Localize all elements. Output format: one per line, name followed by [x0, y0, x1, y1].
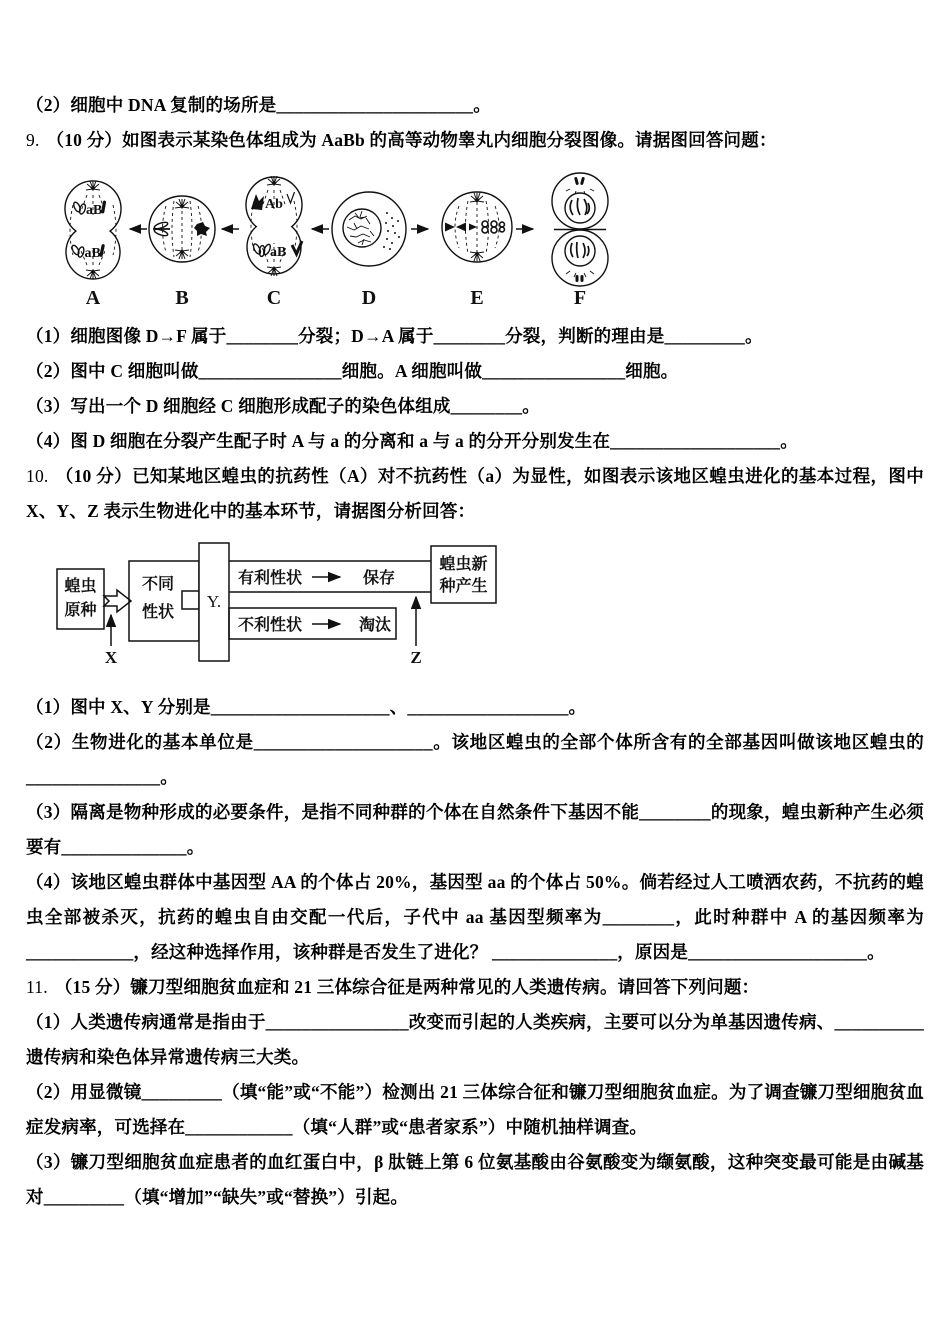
cell-A	[65, 181, 121, 279]
q10-part-3: （3）隔离是物种形成的必要条件，是指不同种群的个体在自然条件下基因不能________的现象，蝗虫新种产生必须要有______________。	[26, 802, 924, 857]
q10-part-1: （1）图中 X、Y 分别是____________________、__________________。	[26, 697, 587, 717]
new-species-label-line1: 蝗虫新	[439, 556, 488, 573]
different-traits-label-line1: 不同	[141, 576, 175, 593]
cell-C-chromosomes-top-label: Ab	[265, 197, 283, 212]
different-traits-label-line2: 性状	[141, 604, 175, 621]
preserved-label: 保存	[362, 570, 396, 587]
q11-part-1: （1）人类遗传病通常是指由于________________改变而引起的人类疾病，主要可以分为单基因遗传病、__________遗传病和染色体异常遗传病三大类。	[26, 1012, 924, 1067]
q9-part-3: （3）写出一个 D 细胞经 C 细胞形成配子的染色体组成________。	[26, 396, 540, 416]
origin-species-label-line1: 蝗虫	[64, 578, 97, 595]
q11-number: 11.	[26, 977, 48, 997]
evolution-flowchart	[54, 539, 514, 674]
cell-F-label: F	[573, 287, 587, 309]
eliminated-label: 淘汰	[358, 617, 392, 634]
cell-C	[246, 176, 302, 276]
q8-part2-line: （2）细胞中 DNA 复制的场所是______________________。	[26, 95, 491, 115]
q9-stem-text: （10 分）如图表示某染色体组成为 AaBb 的高等动物睾丸内细胞分裂图像。请据图回答问题：	[46, 130, 777, 150]
cell-E	[442, 192, 512, 262]
q11-part-3: （3）镰刀型细胞贫血症患者的血红蛋白中，β 肽链上第 6 位氨基酸由谷氨酸变为缬氨酸，这种突变最可能是由碱基对_________（填“增加”“缺失”或“替换”）引起。	[26, 1152, 924, 1207]
cell-E-label: E	[470, 287, 484, 309]
q11-stem-line	[26, 970, 924, 1005]
block-arrow	[104, 590, 131, 612]
cell-D-label: D	[361, 287, 377, 309]
cell-D	[332, 192, 406, 266]
z-label: Z	[410, 648, 422, 667]
origin-species-label-line2: 原种	[64, 602, 97, 619]
q9-part-2: （2）图中 C 细胞叫做________________细胞。A 细胞叫做________________细胞。	[26, 361, 679, 381]
q10-part-2: （2）生物进化的基本单位是____________________。该地区蝗虫的全部个体所含有的全部基因叫做该地区蝗虫的_______________。	[26, 732, 924, 787]
cell-C-chromosomes-bottom-label: aB	[270, 245, 287, 260]
new-species-label-line2: 种产生	[439, 578, 488, 595]
y-label: Y.	[206, 592, 222, 611]
q10-part-4: （4）该地区蝗虫群体中基因型 AA 的个体占 20%，基因型 aa 的个体占 50%。倘若经过人工喷洒农药，不抗药的蝗虫全部被杀灭，抗药的蝗虫自由交配一代后，子代中 aa 基因型频率为________，此时种群中 A 的基因频率为____________，经这种选择作用，该种群是否发生了进化？ ______________，原因是____________________。	[26, 872, 924, 962]
q9-part-4: （4）图 D 细胞在分裂产生配子时 A 与 a 的分离和 a 与 a 的分开分别发生在___________________。	[26, 431, 798, 451]
cell-division-diagram	[54, 163, 639, 313]
cell-A-label: A	[85, 287, 101, 309]
cell-B	[149, 196, 215, 262]
q10-stem-text: （10 分）已知某地区蝗虫的抗药性（A）对不抗药性（a）为显性，如图表示该地区蝗虫进化的基本过程，图中 X、Y、Z 表示生物进化中的基本环节，请据图分析回答：	[26, 466, 924, 521]
q11-part-2: （2）用显微镜_________（填“能”或“不能”）检测出 21 三体综合征和镰刀型细胞贫血症。为了调查镰刀型细胞贫血症发病率，可选择在____________（填“人群”或“患者家系”）中随机抽样调查。	[26, 1082, 924, 1137]
x-label: X	[104, 648, 118, 667]
q9-cell-division-figure	[54, 163, 924, 313]
cell-A-chromosomes-top-label: aB	[86, 203, 103, 218]
unfavorable-traits-label: 不利性状	[237, 617, 303, 634]
q9-stem-line	[26, 123, 924, 158]
favorable-traits-label: 有利性状	[237, 570, 303, 587]
q10-evolution-flowchart-figure	[54, 539, 924, 674]
q10-stem-line	[26, 459, 924, 529]
cell-A-chromosomes-bottom-label: aB	[84, 246, 101, 261]
cell-B-label: B	[175, 287, 189, 309]
q10-number: 10.	[26, 466, 49, 486]
q9-number: 9.	[26, 130, 40, 150]
q11-stem-text: （15 分）镰刀型细胞贫血症和 21 三体综合征是两种常见的人类遗传病。请回答下列问题：	[54, 977, 760, 997]
connector-stub	[182, 591, 199, 609]
q9-part-1: （1）细胞图像 D→F 属于________分裂；D→A 属于________分裂，判断的理由是_________。	[26, 326, 763, 346]
cell-F	[552, 173, 608, 286]
cell-C-label: C	[266, 287, 282, 309]
